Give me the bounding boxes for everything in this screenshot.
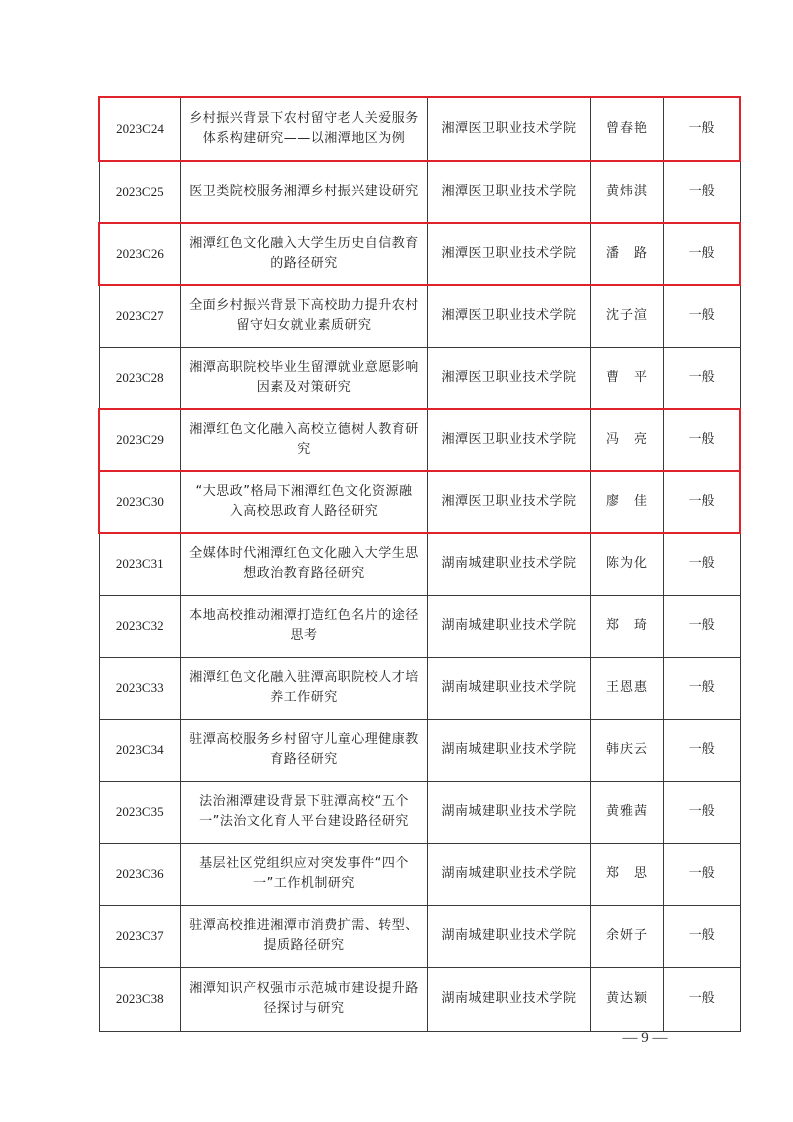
person-in-charge-cell: 郑 琦 — [591, 595, 664, 657]
project-id-cell: 2023C27 — [99, 285, 181, 347]
institution-cell: 湘潭医卫职业技术学院 — [428, 161, 591, 223]
person-in-charge-cell: 余妍子 — [591, 905, 664, 967]
person-in-charge-cell: 沈子渲 — [591, 285, 664, 347]
institution-cell: 湖南城建职业技术学院 — [428, 967, 591, 1031]
table-row-highlighted — [99, 471, 740, 533]
table-row — [99, 161, 740, 223]
project-id-cell: 2023C36 — [99, 843, 181, 905]
project-level-cell: 一般 — [664, 595, 741, 657]
project-title-cell: 基层社区党组织应对突发事件“四个一”工作机制研究 — [181, 843, 428, 905]
project-level-cell: 一般 — [664, 161, 741, 223]
project-level-cell: 一般 — [664, 719, 741, 781]
table-row-highlighted — [99, 97, 740, 161]
table-row — [99, 347, 740, 409]
person-in-charge-cell: 黄雅茜 — [591, 781, 664, 843]
table-row — [99, 533, 740, 595]
person-in-charge-cell: 廖 佳 — [591, 471, 664, 533]
project-id-cell: 2023C30 — [99, 471, 181, 533]
person-in-charge-cell: 黄炜淇 — [591, 161, 664, 223]
project-title-cell: 驻潭高校推进湘潭市消费扩需、转型、提质路径研究 — [181, 905, 428, 967]
institution-cell: 湖南城建职业技术学院 — [428, 843, 591, 905]
table-row — [99, 905, 740, 967]
project-table-body — [99, 97, 740, 1031]
institution-cell: 湖南城建职业技术学院 — [428, 905, 591, 967]
project-id-cell: 2023C31 — [99, 533, 181, 595]
institution-cell: 湖南城建职业技术学院 — [428, 595, 591, 657]
project-level-cell: 一般 — [664, 97, 741, 161]
project-level-cell: 一般 — [664, 285, 741, 347]
table-row-highlighted — [99, 223, 740, 285]
project-title-cell: 湘潭红色文化融入驻潭高职院校人才培养工作研究 — [181, 657, 428, 719]
project-id-cell: 2023C24 — [99, 97, 181, 161]
table-row — [99, 967, 740, 1031]
person-in-charge-cell: 黄达颖 — [591, 967, 664, 1031]
project-title-cell: 全面乡村振兴背景下高校助力提升农村留守妇女就业素质研究 — [181, 285, 428, 347]
project-id-cell: 2023C34 — [99, 719, 181, 781]
project-id-cell: 2023C33 — [99, 657, 181, 719]
person-in-charge-cell: 潘 路 — [591, 223, 664, 285]
person-in-charge-cell: 冯 亮 — [591, 409, 664, 471]
project-id-cell: 2023C37 — [99, 905, 181, 967]
page-number: — 9 — — [622, 1030, 668, 1046]
project-level-cell: 一般 — [664, 967, 741, 1031]
institution-cell: 湖南城建职业技术学院 — [428, 719, 591, 781]
institution-cell: 湘潭医卫职业技术学院 — [428, 471, 591, 533]
person-in-charge-cell: 郑 思 — [591, 843, 664, 905]
project-title-cell: 法治湘潭建设背景下驻潭高校“五个一”法治文化育人平台建设路径研究 — [181, 781, 428, 843]
project-id-cell: 2023C35 — [99, 781, 181, 843]
person-in-charge-cell: 曹 平 — [591, 347, 664, 409]
institution-cell: 湘潭医卫职业技术学院 — [428, 223, 591, 285]
project-title-cell: 湘潭知识产权强市示范城市建设提升路径探讨与研究 — [181, 967, 428, 1031]
institution-cell: 湘潭医卫职业技术学院 — [428, 347, 591, 409]
table-row — [99, 843, 740, 905]
project-title-cell: 湘潭红色文化融入高校立德树人教育研究 — [181, 409, 428, 471]
person-in-charge-cell: 陈为化 — [591, 533, 664, 595]
project-level-cell: 一般 — [664, 471, 741, 533]
project-id-cell: 2023C25 — [99, 161, 181, 223]
institution-cell: 湘潭医卫职业技术学院 — [428, 97, 591, 161]
project-id-cell: 2023C29 — [99, 409, 181, 471]
project-title-cell: 驻潭高校服务乡村留守儿童心理健康教育路径研究 — [181, 719, 428, 781]
institution-cell: 湘潭医卫职业技术学院 — [428, 409, 591, 471]
table-row — [99, 719, 740, 781]
project-id-cell: 2023C32 — [99, 595, 181, 657]
project-level-cell: 一般 — [664, 781, 741, 843]
project-id-cell: 2023C26 — [99, 223, 181, 285]
table-row — [99, 781, 740, 843]
project-title-cell: 湘潭高职院校毕业生留潭就业意愿影响因素及对策研究 — [181, 347, 428, 409]
project-id-cell: 2023C28 — [99, 347, 181, 409]
project-title-cell: 本地高校推动湘潭打造红色名片的途径思考 — [181, 595, 428, 657]
project-level-cell: 一般 — [664, 409, 741, 471]
project-level-cell: 一般 — [664, 533, 741, 595]
institution-cell: 湖南城建职业技术学院 — [428, 781, 591, 843]
institution-cell: 湖南城建职业技术学院 — [428, 533, 591, 595]
project-level-cell: 一般 — [664, 347, 741, 409]
project-title-cell: 乡村振兴背景下农村留守老人关爱服务体系构建研究——以湘潭地区为例 — [181, 97, 428, 161]
project-title-cell: 医卫类院校服务湘潭乡村振兴建设研究 — [181, 161, 428, 223]
project-id-cell: 2023C38 — [99, 967, 181, 1031]
person-in-charge-cell: 曾春艳 — [591, 97, 664, 161]
project-title-cell: 全媒体时代湘潭红色文化融入大学生思想政治教育路径研究 — [181, 533, 428, 595]
project-level-cell: 一般 — [664, 223, 741, 285]
project-level-cell: 一般 — [664, 843, 741, 905]
person-in-charge-cell: 韩庆云 — [591, 719, 664, 781]
institution-cell: 湖南城建职业技术学院 — [428, 657, 591, 719]
table-row — [99, 657, 740, 719]
project-level-cell: 一般 — [664, 657, 741, 719]
project-title-cell: “大思政”格局下湘潭红色文化资源融入高校思政育人路径研究 — [181, 471, 428, 533]
project-level-cell: 一般 — [664, 905, 741, 967]
table-row — [99, 595, 740, 657]
table-row-highlighted — [99, 409, 740, 471]
project-title-cell: 湘潭红色文化融入大学生历史自信教育的路径研究 — [181, 223, 428, 285]
project-table — [98, 96, 741, 1032]
table-row — [99, 285, 740, 347]
institution-cell: 湘潭医卫职业技术学院 — [428, 285, 591, 347]
person-in-charge-cell: 王恩惠 — [591, 657, 664, 719]
